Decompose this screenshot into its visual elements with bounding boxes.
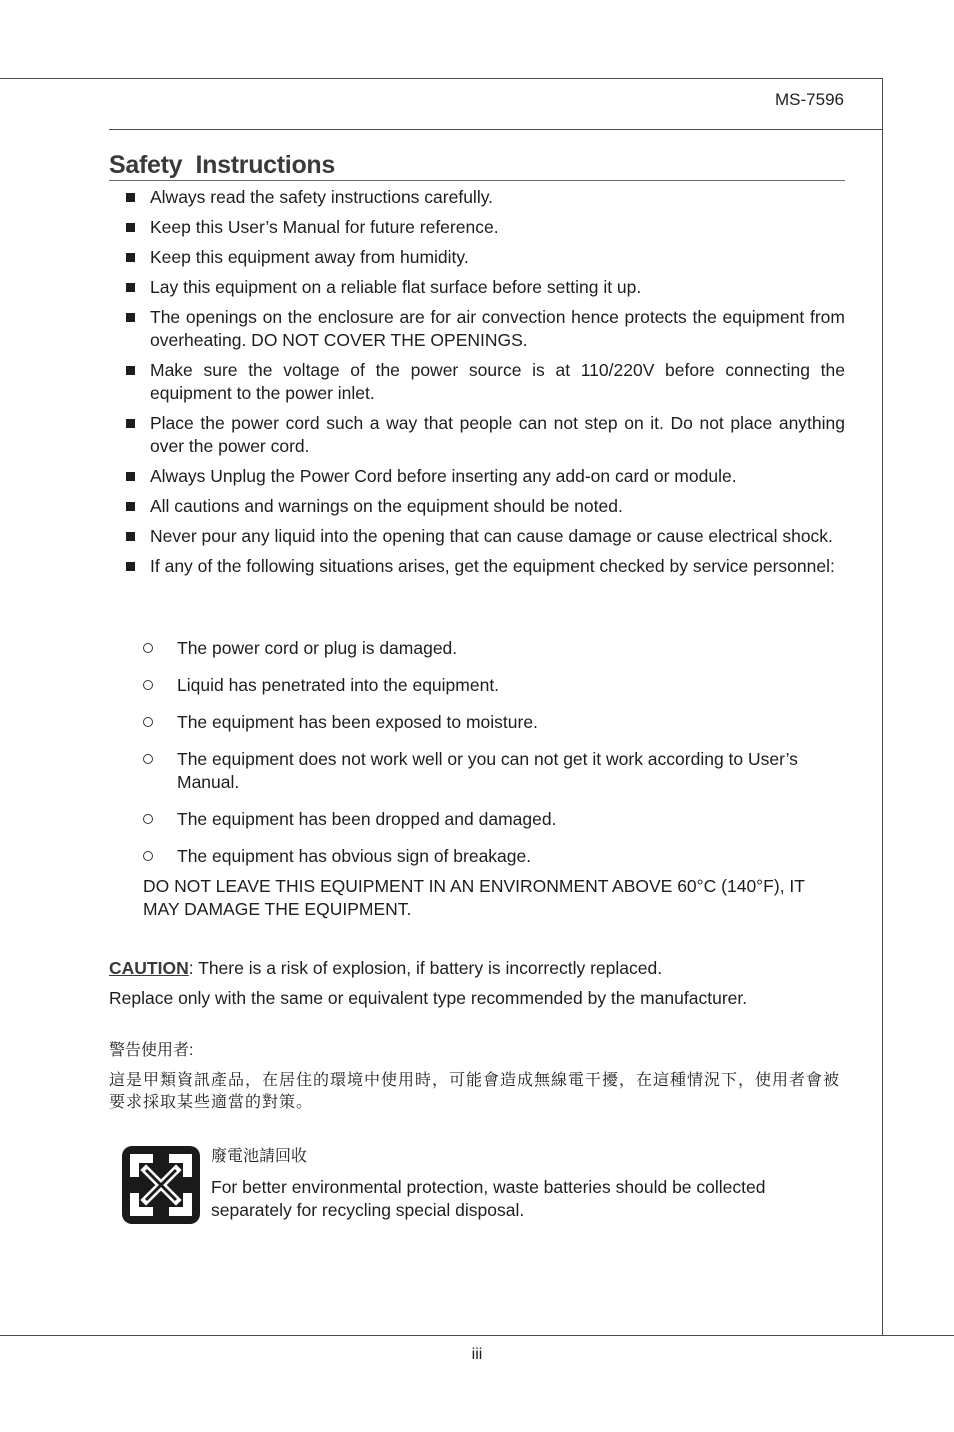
list-item: Always read the safety instructions carefully. [125,186,845,209]
square-bullet-icon [126,472,135,481]
square-bullet-icon [126,532,135,541]
list-item: Liquid has penetrated into the equipment. [143,674,845,697]
caution-line [109,957,845,980]
circle-bullet-icon [143,717,153,727]
model-number: MS-7596 [775,90,844,109]
square-bullet-icon [126,223,135,232]
square-bullet-icon [126,562,135,571]
square-bullet-icon [126,313,135,322]
square-bullet-icon [126,419,135,428]
recycling-text: For better environmental protection, waste batteries should be collected separately for recycling special disposal. [211,1177,766,1220]
situations-list [143,637,845,882]
list-item: Always Unplug the Power Cord before inserting any add-on card or module. [125,465,845,488]
right-rule [882,78,883,1335]
section-title: Safety Instructions [109,150,845,181]
square-bullet-icon [126,366,135,375]
list-item: If any of the following situations arises, get the equipment checked by service personnel: [125,555,845,578]
square-bullet-icon [126,253,135,262]
caution-label: CAUTION [109,958,189,978]
top-rule [0,78,882,79]
list-item: All cautions and warnings on the equipment should be noted. [125,495,845,518]
list-item: Keep this equipment away from humidity. [125,246,845,269]
list-item: The equipment has obvious sign of breakage. [143,845,845,868]
circle-bullet-icon [143,814,153,824]
list-item: The equipment has been dropped and damaged. [143,808,845,831]
square-bullet-icon [126,502,135,511]
list-item: Keep this User’s Manual for future reference. [125,216,845,239]
list-item: Place the power cord such a way that people can not step on it. Do not place anything over the power cord. [125,412,845,458]
circle-bullet-icon [143,643,153,653]
list-item: The equipment has been exposed to moisture. [143,711,845,734]
page-number: iii [471,1346,483,1363]
circle-bullet-icon [143,851,153,861]
list-item: The power cord or plug is damaged. [143,637,845,660]
circle-bullet-icon [143,754,153,764]
list-item: Lay this equipment on a reliable flat surface before setting it up. [125,276,845,299]
bottom-rule [0,1335,954,1336]
square-bullet-icon [126,283,135,292]
recycling-heading: 廢電池請回收 [211,1148,308,1165]
circle-bullet-icon [143,680,153,690]
replace-note: Replace only with the same or equivalent type recommended by the manufacturer. [109,988,748,1008]
chinese-warning-heading: 警告使用者: [109,1042,194,1059]
list-item: The openings on the enclosure are for air convection hence protects the equipment from overheating. DO NOT COVER THE OPENINGS. [125,306,845,352]
square-bullet-icon [126,193,135,202]
temperature-warning: DO NOT LEAVE THIS EQUIPMENT IN AN ENVIRONMENT ABOVE 60°C (140°F), IT MAY DAMAGE THE EQUIPMENT. [143,876,805,919]
chinese-warning-body: 這是甲類資訊產品，在居住的環境中使用時，可能會造成無線電干擾，在這種情況下，使用者會被要求採取某些適當的對策。 [109,1072,841,1111]
caution-text: : There is a risk of explosion, if battery is incorrectly replaced. [188,958,663,978]
list-item: Make sure the voltage of the power source is at 110/220V before connecting the equipment to the power inlet. [125,359,845,405]
battery-recycling-icon [122,1146,200,1224]
list-item: Never pour any liquid into the opening that can cause damage or cause electrical shock. [125,525,845,548]
header-underline [109,129,882,130]
list-item: The equipment does not work well or you can not get it work according to User’s Manual. [143,748,845,794]
safety-list [125,186,845,585]
